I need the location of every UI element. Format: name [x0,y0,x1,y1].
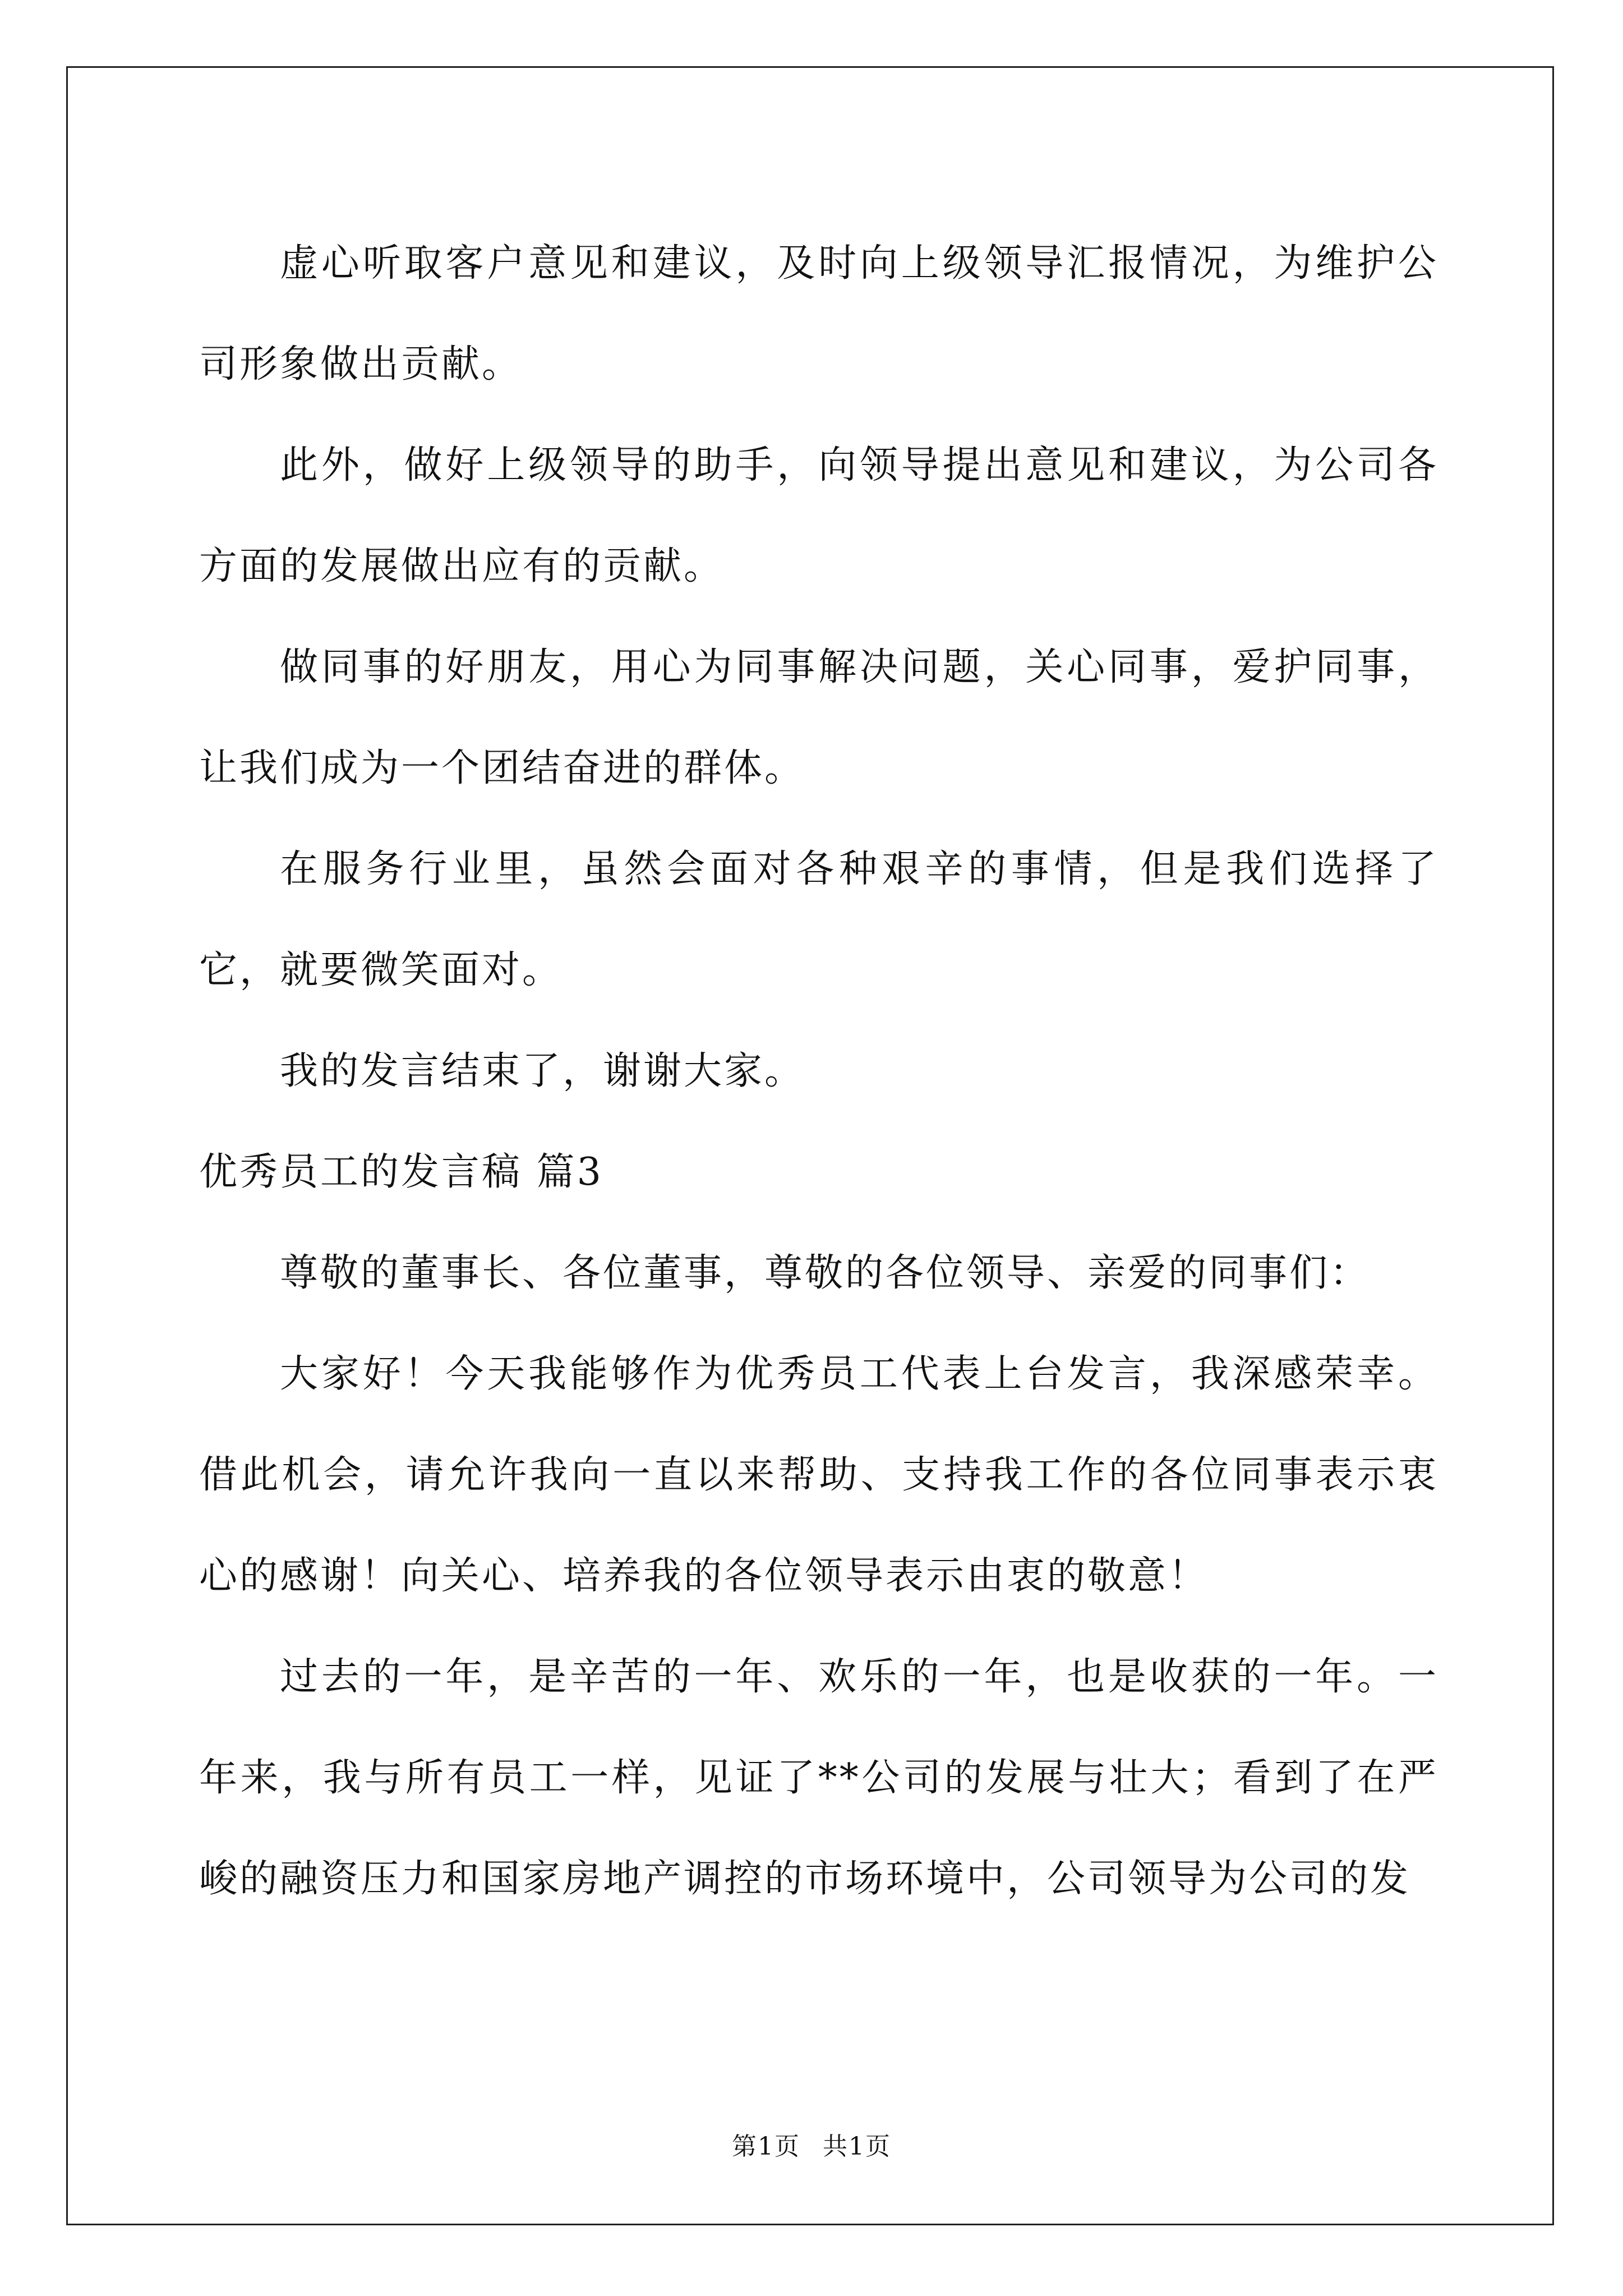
paragraph: 做同事的好朋友，用心为同事解决问题，关心同事，爱护同事，让我们成为一个团结奋进的群体。 [199,645,1438,790]
paragraph: 虚心听取客户意见和建议，及时向上级领导汇报情况，为维护公司形象做出贡献。 [199,241,1438,386]
page-number: 第1页 [732,2132,800,2161]
page-footer [0,2126,1623,2162]
page-total: 共1页 [823,2132,891,2161]
paragraph: 在服务行业里，虽然会面对各种艰辛的事情，但是我们选择了它，就要微笑面对。 [199,847,1438,992]
paragraph: 过去的一年，是辛苦的一年、欢乐的一年，也是收获的一年。一年来，我与所有员工一样，见证了**公司的发展与壮大；看到了在严峻的融资压力和国家房地产调控的市场环境中，公司领导为公司的发 [199,1655,1438,1901]
paragraph: 尊敬的董事长、各位董事，尊敬的各位领导、亲爱的同事们： [280,1251,1371,1295]
paragraph: 大家好！今天我能够作为优秀员工代表上台发言，我深感荣幸。借此机会，请允许我向一直以来帮助、支持我工作的各位同事表示衷心的感谢！向关心、培养我的各位领导表示由衷的敬意！ [199,1352,1438,1598]
section-heading: 优秀员工的发言稿 篇3 [199,1150,603,1194]
document-body [199,213,1438,1930]
paragraph: 此外，做好上级领导的助手，向领导提出意见和建议，为公司各方面的发展做出应有的贡献。 [199,443,1438,588]
paragraph: 我的发言结束了，谢谢大家。 [280,1049,805,1093]
